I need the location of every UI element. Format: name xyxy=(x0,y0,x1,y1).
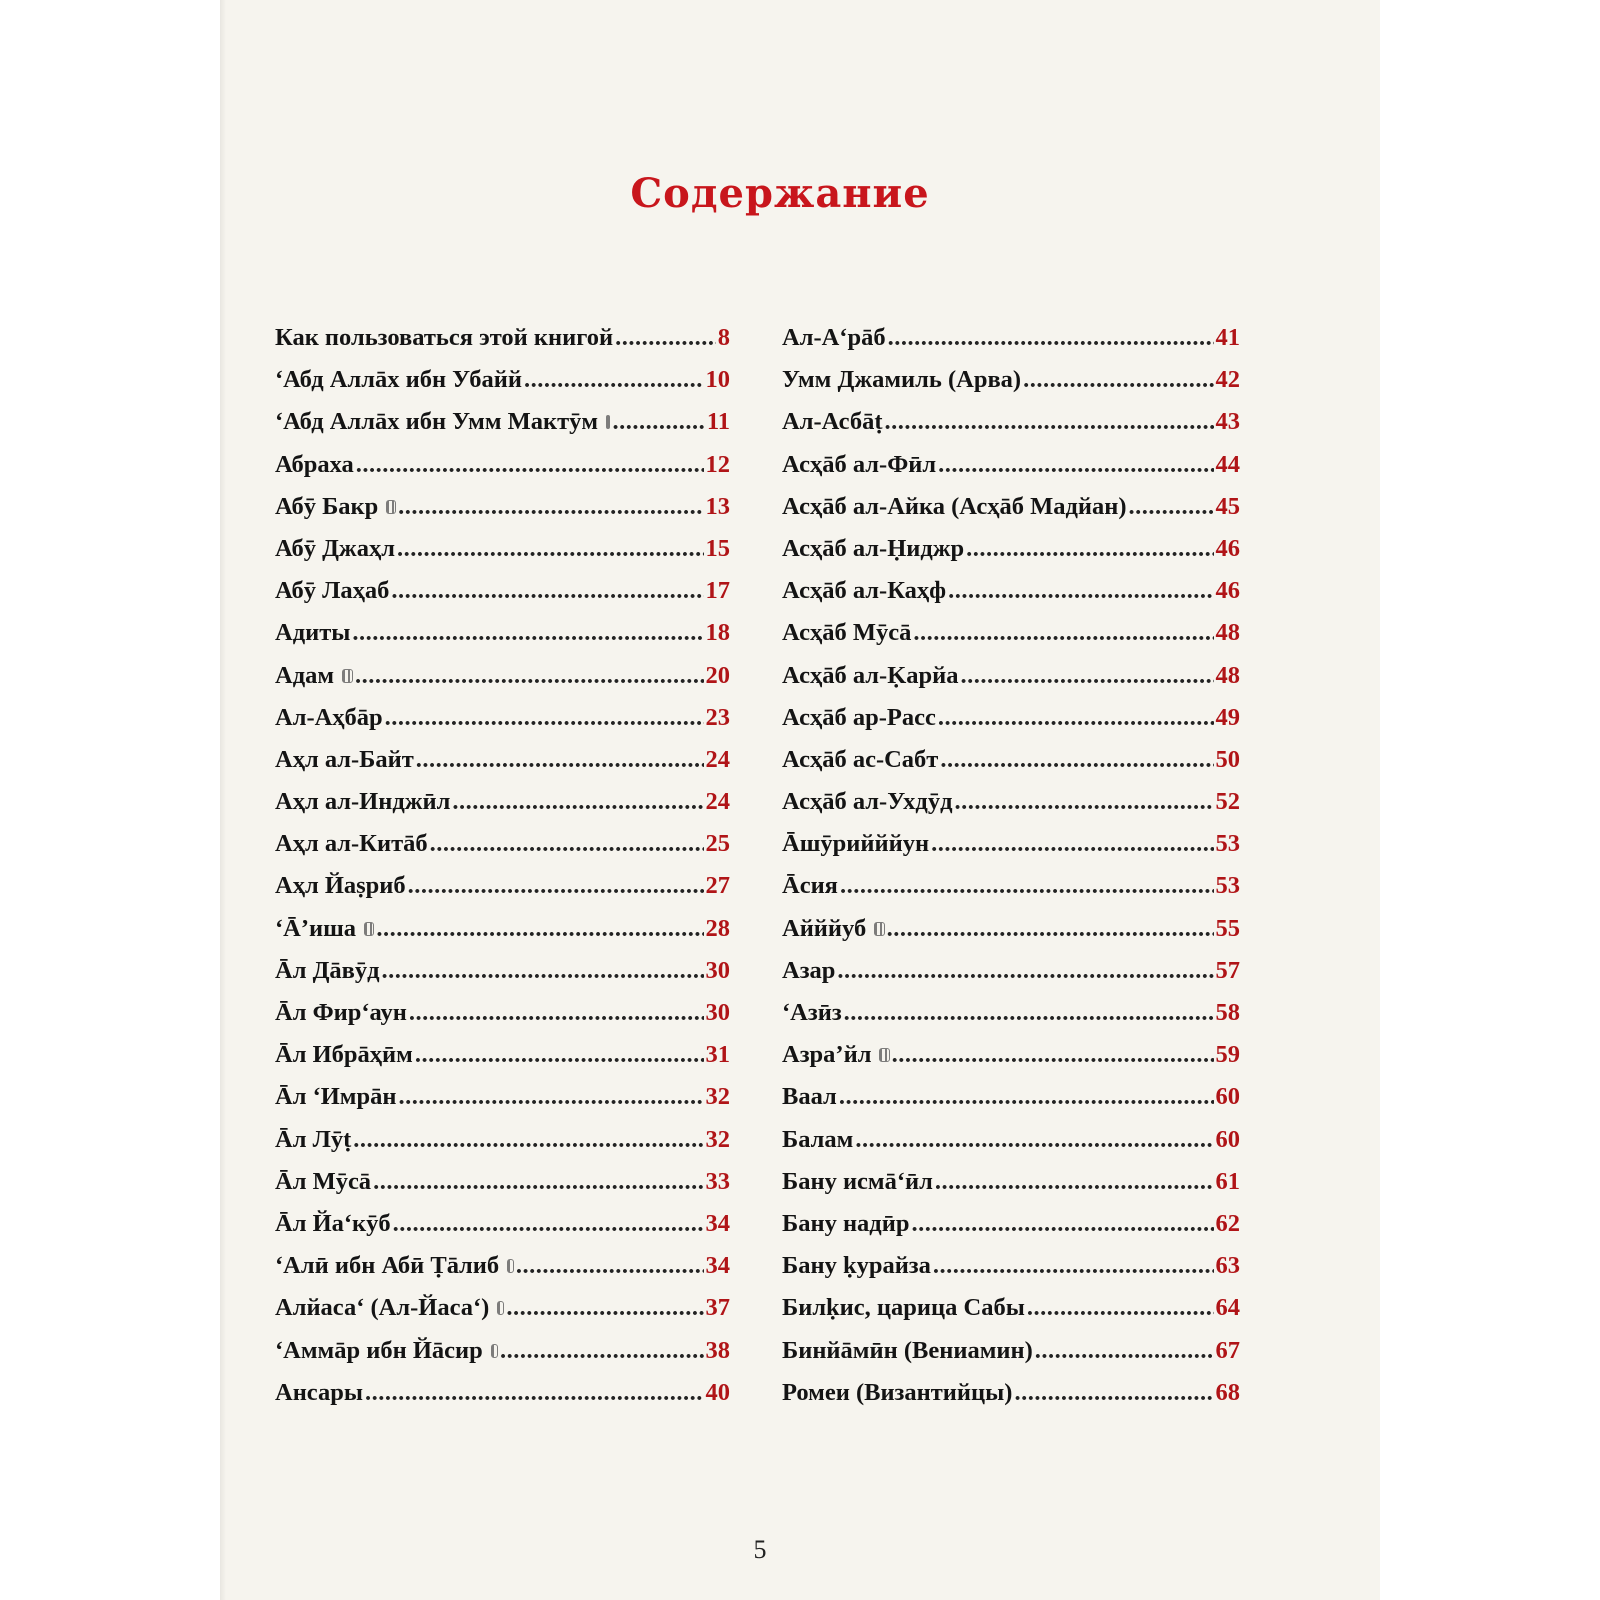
book-page xyxy=(220,0,1380,1600)
dot-leader xyxy=(393,1203,704,1245)
toc-entry-title: Абӯ Бакр xyxy=(275,492,379,520)
toc-entry xyxy=(782,908,1240,950)
toc-entry xyxy=(782,739,1240,781)
toc-entry-page: 11 xyxy=(706,408,730,436)
toc-entry-page: 61 xyxy=(1215,1167,1240,1195)
dot-leader xyxy=(506,1287,703,1329)
toc-entry-title: Алйаса‘ (Ал-Йаса‘) xyxy=(275,1294,490,1322)
toc-entry-page: 48 xyxy=(1215,661,1240,689)
dot-leader xyxy=(524,359,704,401)
dot-leader xyxy=(840,865,1214,907)
toc-entry-title: Āл Мӯсā xyxy=(275,1167,372,1195)
toc-entry-title: Как пользоваться этой книгой xyxy=(275,324,614,351)
toc-entry-title: Азар xyxy=(782,956,836,984)
toc-entry-title: Ал-А‘рāб xyxy=(782,324,886,351)
toc-entry-title: Асҳāб ал-Ухдӯд xyxy=(782,788,953,816)
toc-entry xyxy=(782,570,1240,612)
dot-leader xyxy=(612,401,704,443)
toc-entry-title: Ромеи (Византийцы) xyxy=(782,1378,1013,1406)
toc-entry-page: 53 xyxy=(1215,872,1240,900)
toc-entry xyxy=(782,1203,1240,1245)
toc-entry xyxy=(782,655,1240,697)
honorific-calligraphy-icon xyxy=(342,669,353,683)
toc-entry-page: 62 xyxy=(1215,1209,1240,1237)
toc-entry xyxy=(782,1372,1240,1414)
toc-entry-page: 34 xyxy=(705,1209,730,1237)
dot-leader xyxy=(855,1119,1213,1161)
toc-entry xyxy=(782,950,1240,992)
dot-leader xyxy=(844,992,1214,1034)
toc-entry xyxy=(275,359,730,401)
toc-entry-page: 50 xyxy=(1215,745,1240,773)
toc-entry xyxy=(275,697,730,739)
dot-leader xyxy=(911,1203,1213,1245)
toc-entry xyxy=(782,1330,1240,1372)
toc-entry-title: Адиты xyxy=(275,619,351,647)
toc-entry-page: 60 xyxy=(1215,1083,1240,1111)
dot-leader xyxy=(382,950,704,992)
toc-entry-page: 13 xyxy=(705,492,730,520)
toc-entry-title: Āшӯрийййун xyxy=(782,830,930,858)
dot-leader xyxy=(966,528,1213,570)
dot-leader xyxy=(1023,359,1213,401)
dot-leader xyxy=(355,655,704,697)
toc-entry xyxy=(782,1076,1240,1118)
dot-leader xyxy=(409,992,704,1034)
toc-entry xyxy=(782,823,1240,865)
toc-entry-page: 48 xyxy=(1215,619,1240,647)
toc-entry-title: Балам xyxy=(782,1125,854,1153)
toc-entry-page: 20 xyxy=(705,661,730,689)
toc-entry-page: 15 xyxy=(705,534,730,562)
dot-leader xyxy=(615,317,716,359)
toc-entry xyxy=(782,1034,1240,1076)
dot-leader xyxy=(430,823,704,865)
toc-entry xyxy=(275,1161,730,1203)
toc-entry-title: Абӯ Джаҳл xyxy=(275,534,395,562)
toc-entry-page: 42 xyxy=(1215,366,1240,394)
toc-entry-page: 23 xyxy=(705,703,730,731)
dot-leader xyxy=(1035,1330,1214,1372)
dot-leader xyxy=(948,570,1213,612)
toc-entry-title: Асҳāб ал-Ḥиджр xyxy=(782,534,965,562)
toc-entry-title: Ансары xyxy=(275,1378,363,1406)
toc-entry-page: 60 xyxy=(1215,1125,1240,1153)
toc-entry-page: 45 xyxy=(1215,492,1240,520)
honorific-calligraphy-icon xyxy=(386,500,396,514)
dot-leader xyxy=(839,1076,1214,1118)
dot-leader xyxy=(416,739,704,781)
toc-entry-page: 32 xyxy=(705,1125,730,1153)
toc-entry-title: Ваал xyxy=(782,1083,837,1111)
toc-entry xyxy=(275,1330,730,1372)
toc-entry-page: 58 xyxy=(1215,999,1240,1026)
toc-entry-title: Āл Дāвӯд xyxy=(275,956,380,984)
toc-entry-title: Абӯ Лаҳаб xyxy=(275,577,390,605)
toc-entry xyxy=(782,1287,1240,1329)
toc-entry-title: ‘Алӣ ибн Абӣ Ṭāлиб xyxy=(275,1252,500,1280)
toc-entry xyxy=(782,1245,1240,1287)
toc-entry-title: Бинйāмӣн (Вениамин) xyxy=(782,1336,1033,1364)
toc-entry-title: Āл Фир‘аун xyxy=(275,999,407,1026)
dot-leader xyxy=(913,612,1213,654)
dot-leader xyxy=(365,1372,704,1414)
toc-entry xyxy=(782,1161,1240,1203)
toc-entry-title: ‘Абд Аллāх ибн Умм Мактӯм xyxy=(275,408,599,436)
page-number: 5 xyxy=(753,1535,767,1564)
toc-entry-page: 38 xyxy=(705,1336,730,1364)
toc-entry xyxy=(275,486,730,528)
toc-entry-title: ‘Аммāр ибн Йāсир xyxy=(275,1336,483,1364)
toc-entry xyxy=(782,697,1240,739)
toc-entry-page: 24 xyxy=(705,788,730,816)
toc-entry xyxy=(275,655,730,697)
toc-entry-page: 52 xyxy=(1215,788,1240,816)
dot-leader xyxy=(961,655,1214,697)
toc-entry-title: Асҳāб ал-Фӣл xyxy=(782,450,937,478)
dot-leader xyxy=(391,570,703,612)
toc-entry-page: 24 xyxy=(705,745,730,773)
toc-entry xyxy=(275,992,730,1034)
toc-entry-title: Умм Джамиль (Арва) xyxy=(782,366,1022,394)
toc-entry xyxy=(782,1119,1240,1161)
toc-entry-title: Азра’йл xyxy=(782,1041,872,1069)
toc-entry-page: 49 xyxy=(1215,703,1240,731)
toc-entry-title: ‘Ā’иша xyxy=(275,914,357,942)
toc-entry-page: 30 xyxy=(705,999,730,1026)
dot-leader xyxy=(373,1161,703,1203)
toc-entry-page: 68 xyxy=(1215,1378,1240,1406)
toc-entry-page: 67 xyxy=(1215,1336,1240,1364)
honorific-calligraphy-icon xyxy=(497,1301,504,1315)
honorific-calligraphy-icon xyxy=(879,1048,889,1062)
toc-entry-title: Āсия xyxy=(782,872,838,900)
honorific-calligraphy-icon xyxy=(491,1344,498,1358)
dot-leader xyxy=(938,697,1214,739)
toc-entry-title: Āл Ибрāҳӣм xyxy=(275,1041,413,1069)
dot-leader xyxy=(887,908,1214,950)
toc-entry xyxy=(275,1076,730,1118)
honorific-calligraphy-icon xyxy=(874,922,884,936)
toc-entry-title: Аҳл ал-Китāб xyxy=(275,830,428,858)
dot-leader xyxy=(398,1076,703,1118)
dot-leader xyxy=(938,444,1213,486)
toc-entry xyxy=(275,528,730,570)
dot-leader xyxy=(888,317,1214,359)
dot-leader xyxy=(408,865,704,907)
toc-entry-page: 37 xyxy=(705,1294,730,1322)
toc-entry xyxy=(782,486,1240,528)
toc-entry-page: 59 xyxy=(1215,1041,1240,1069)
toc-entry xyxy=(275,950,730,992)
toc-entry-page: 18 xyxy=(705,619,730,647)
toc-entry-page: 46 xyxy=(1215,534,1240,562)
toc-entry-title: Асҳāб ал-Ḳарйа xyxy=(782,661,959,689)
dot-leader xyxy=(933,1245,1214,1287)
toc-entry-title: Билḳис, царица Сабы xyxy=(782,1294,1025,1322)
toc-entry-title: ‘Абд Аллāх ибн Убайй xyxy=(275,366,522,394)
dot-leader xyxy=(1129,486,1214,528)
toc-entry-title: Асҳāб ал-Айка (Асҳāб Мадйан) xyxy=(782,492,1127,520)
toc-entry-title: Асҳāб ар-Расс xyxy=(782,703,936,731)
toc-entry-page: 12 xyxy=(705,450,730,478)
toc-entry-title: Āл ‘Имрāн xyxy=(275,1083,397,1111)
dot-leader xyxy=(892,1034,1214,1076)
toc-entry xyxy=(782,401,1240,443)
toc-entry-page: 31 xyxy=(705,1041,730,1069)
toc-entry xyxy=(782,781,1240,823)
honorific-calligraphy-icon xyxy=(606,415,610,429)
dot-leader xyxy=(1014,1372,1213,1414)
toc-entry-page: 28 xyxy=(705,914,730,942)
toc-entry-page: 43 xyxy=(1215,408,1240,436)
toc-entry-page: 41 xyxy=(1215,324,1240,351)
honorific-calligraphy-icon xyxy=(364,922,374,936)
toc-entry-title: Адам xyxy=(275,661,335,689)
dot-leader xyxy=(935,1161,1214,1203)
dot-leader xyxy=(885,401,1214,443)
page-title: Содержание xyxy=(630,170,930,217)
toc-entry-title: ‘Азӣз xyxy=(782,999,842,1026)
toc-entry xyxy=(275,401,730,443)
dot-leader xyxy=(397,528,704,570)
toc-entry xyxy=(275,1119,730,1161)
toc-entry xyxy=(275,1203,730,1245)
dot-leader xyxy=(353,1119,703,1161)
toc-entry-page: 33 xyxy=(705,1167,730,1195)
toc-entry xyxy=(275,1372,730,1414)
page-edge-shadow xyxy=(220,0,226,1600)
toc-entry xyxy=(782,528,1240,570)
toc-entry xyxy=(275,739,730,781)
dot-leader xyxy=(356,444,704,486)
toc-entry-title: Асҳāб ас-Сабт xyxy=(782,745,939,773)
toc-entry-title: Āл Йа‘кӯб xyxy=(275,1209,391,1237)
toc-entry-page: 57 xyxy=(1215,956,1240,984)
toc-entry xyxy=(782,612,1240,654)
toc-entry-title: Асҳāб ал-Каҳф xyxy=(782,577,947,605)
dot-leader xyxy=(385,697,704,739)
toc-entry xyxy=(275,908,730,950)
toc-entry-title: Ал-Асбāṭ xyxy=(782,408,883,436)
toc-entry-title: Бану исмā‘ӣл xyxy=(782,1167,933,1195)
dot-leader xyxy=(415,1034,704,1076)
toc-entry xyxy=(275,1245,730,1287)
dot-leader xyxy=(954,781,1213,823)
toc-entry-title: Āл Лӯṭ xyxy=(275,1125,352,1153)
toc-entry-title: Асҳāб Мӯсā xyxy=(782,619,912,647)
toc-entry xyxy=(782,865,1240,907)
toc-entry xyxy=(275,781,730,823)
toc-entry xyxy=(275,865,730,907)
toc-entry-page: 63 xyxy=(1215,1252,1240,1280)
toc-entry-page: 55 xyxy=(1215,914,1240,942)
toc-entry-title: Бану надӣр xyxy=(782,1209,910,1237)
toc-entry xyxy=(782,317,1240,359)
toc-entry-page: 32 xyxy=(705,1083,730,1111)
dot-leader xyxy=(837,950,1213,992)
dot-leader xyxy=(940,739,1213,781)
toc-entry-title: Аҳл ал-Инджӣл xyxy=(275,788,451,816)
toc-entry xyxy=(782,444,1240,486)
toc-entry-page: 17 xyxy=(705,577,730,605)
toc-entry-page: 53 xyxy=(1215,830,1240,858)
toc-entry xyxy=(275,570,730,612)
toc-entry xyxy=(275,1034,730,1076)
dot-leader xyxy=(1027,1287,1214,1329)
toc-entry-page: 44 xyxy=(1215,450,1240,478)
dot-leader xyxy=(452,781,703,823)
toc-entry-title: Абраха xyxy=(275,450,354,478)
toc-entry xyxy=(275,1287,730,1329)
toc-entry-page: 40 xyxy=(705,1378,730,1406)
toc-entry xyxy=(275,444,730,486)
toc-entry-page: 30 xyxy=(705,956,730,984)
toc-entry-page: 25 xyxy=(705,830,730,858)
toc-entry-title: Айййуб xyxy=(782,914,867,942)
toc-entry-page: 10 xyxy=(705,366,730,394)
toc-entry-page: 8 xyxy=(717,324,730,351)
toc-entry xyxy=(275,317,730,359)
toc-entry-title: Бану ḳурайза xyxy=(782,1252,931,1280)
toc-entry-title: Аҳл Йаṣриб xyxy=(275,872,406,900)
toc-right-column xyxy=(782,317,1240,1414)
toc-entry-page: 34 xyxy=(705,1252,730,1280)
toc-entry-title: Аҳл ал-Байт xyxy=(275,745,414,773)
toc-left-column xyxy=(275,317,730,1414)
toc-entry xyxy=(782,992,1240,1034)
toc-entry xyxy=(275,612,730,654)
dot-leader xyxy=(516,1245,704,1287)
dot-leader xyxy=(500,1330,704,1372)
toc-entry xyxy=(275,823,730,865)
toc-entry-page: 46 xyxy=(1215,577,1240,605)
dot-leader xyxy=(931,823,1213,865)
dot-leader xyxy=(398,486,703,528)
honorific-calligraphy-icon xyxy=(507,1259,514,1273)
toc-entry-title: Ал-Аҳбāр xyxy=(275,703,383,731)
dot-leader xyxy=(376,908,703,950)
toc-entry-page: 64 xyxy=(1215,1294,1240,1322)
dot-leader xyxy=(352,612,703,654)
toc-entry-page: 27 xyxy=(705,872,730,900)
toc-entry xyxy=(782,359,1240,401)
